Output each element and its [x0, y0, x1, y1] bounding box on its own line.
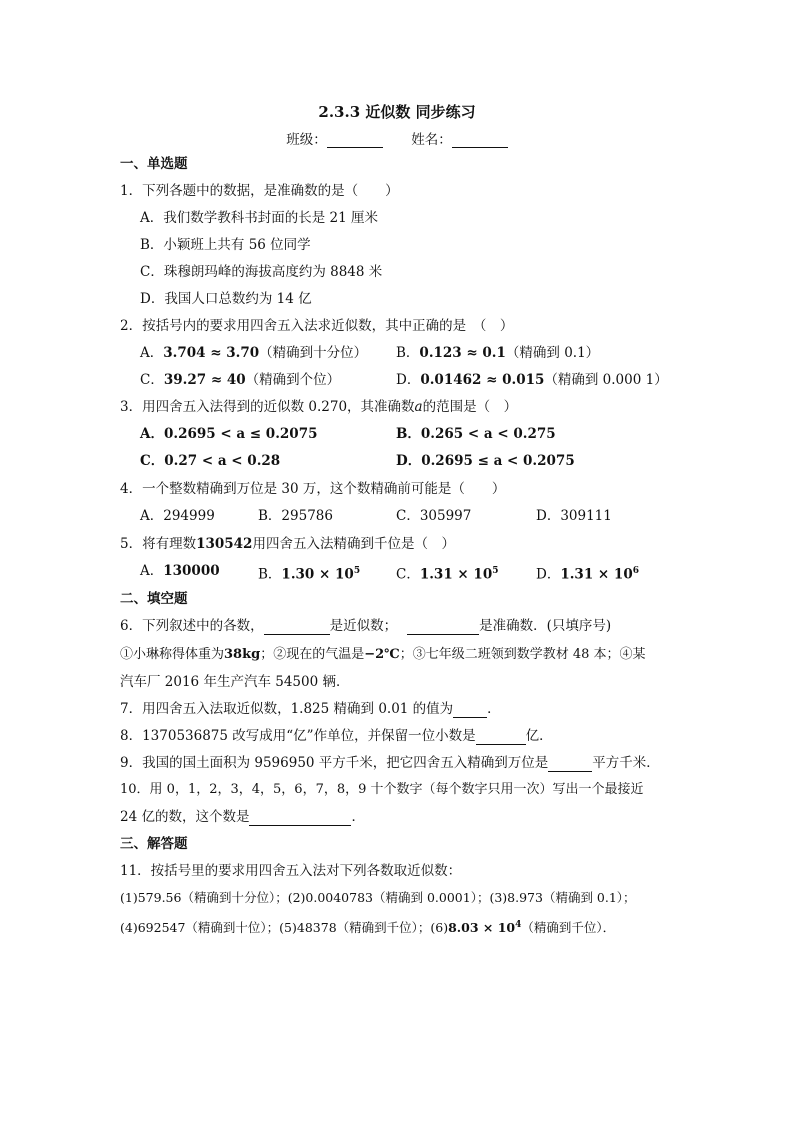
question-6-line-2 — [120, 646, 646, 664]
question-9-stem — [120, 754, 660, 772]
answer-blank[interactable] — [453, 703, 487, 718]
section-heading-solve: 三、解答题 — [120, 836, 188, 852]
option-note: （精确到十分位） — [259, 345, 368, 361]
name-blank[interactable] — [452, 133, 508, 148]
option-label: A． — [140, 563, 164, 579]
stem-text: 8．1370536875 改写成用“亿”作单位，并保留一位小数是 — [120, 728, 476, 744]
question-4-option-a[interactable]: A．294999 — [140, 508, 215, 524]
question-6-line-1 — [120, 617, 611, 635]
stem-text: （精确到千位）． — [521, 920, 616, 936]
question-1-option-a[interactable]: A．我们数学教科书封面的长是 21 厘米 — [140, 210, 379, 226]
question-10-line-1: 10．用 0，1，2，3，4，5，6，7，8，9 十个数字（每个数字只用一次）写出一个最接近 — [120, 782, 644, 797]
option-exponent: 5 — [353, 566, 361, 576]
question-2-option-a[interactable] — [140, 344, 367, 362]
option-label: D． — [396, 372, 421, 388]
sci-notation: 8.03 × 10 — [448, 920, 516, 936]
question-1-option-b[interactable]: B．小颖班上共有 56 位同学 — [140, 237, 311, 253]
answer-blank[interactable] — [407, 620, 479, 635]
question-5-option-c[interactable] — [396, 562, 499, 584]
section-heading-single-choice: 一、单选题 — [120, 156, 188, 172]
stem-text: 用四舍五入法精确到千位是（ ） — [252, 536, 455, 552]
option-math: 0.123 ≈ 0.1 — [419, 345, 506, 361]
stem-text: 的范围是（ ） — [422, 399, 518, 415]
option-math: 0.01462 ≈ 0.015 — [420, 372, 545, 388]
page-title: 2.3.3 近似数 同步练习 — [318, 103, 476, 121]
question-4-option-c[interactable]: C．305997 — [396, 508, 472, 524]
stem-text: 亿． — [525, 728, 553, 744]
question-1-stem: 1．下列各题中的数据，是准确数的是（ ） — [120, 183, 399, 199]
stem-text: 6．下列叙述中的各数， — [120, 618, 264, 634]
stem-text: ；②现在的气温是 — [260, 647, 365, 662]
question-5-option-a[interactable] — [140, 562, 220, 580]
option-math: 1.31 × 10 — [419, 566, 493, 583]
class-label: 班级： — [286, 132, 327, 148]
question-3-option-a[interactable]: A．0.2695 < a ≤ 0.2075 — [140, 426, 318, 442]
answer-blank[interactable] — [548, 757, 592, 772]
question-4-option-b[interactable]: B．295786 — [258, 508, 333, 524]
section-heading-fill-blank: 二、填空题 — [120, 591, 188, 607]
option-label: D． — [536, 566, 561, 583]
question-4-stem: 4．一个整数精确到万位是 30 万，这个数精确前可能是（ ） — [120, 481, 506, 497]
exponent: 4 — [515, 920, 522, 930]
option-label: B． — [396, 345, 420, 361]
question-8-stem — [120, 727, 553, 745]
stem-text: 是准确数．(只填序号) — [479, 618, 612, 634]
option-note: （精确到 0.1） — [505, 345, 600, 361]
question-11-line-3 — [120, 916, 615, 937]
stem-text: 是近似数； — [329, 618, 398, 634]
option-label: B． — [258, 566, 282, 583]
option-exponent: 5 — [492, 566, 499, 576]
stem-text: 7．用四舍五入法取近似数，1.825 精确到 0.01 的值为 — [120, 701, 454, 717]
option-math: 39.27 ≈ 40 — [163, 372, 246, 388]
question-11-stem: 11．按括号里的要求用四舍五入法对下列各数取近似数： — [120, 863, 462, 879]
class-blank[interactable] — [327, 133, 383, 148]
stem-text: (4)692547（精确到十位）；(5)48378（精确到千位）；(6) — [120, 920, 449, 936]
question-2-option-b[interactable] — [396, 344, 599, 362]
stem-text: 9．我国的国土面积为 9596950 平方千米，把它四舍五入精确到万位是 — [120, 755, 549, 771]
option-label: C． — [396, 566, 420, 583]
option-exponent: 6 — [632, 566, 639, 576]
question-3-option-b[interactable]: B．0.265 < a < 0.275 — [396, 426, 556, 442]
temperature-value: −2℃ — [364, 647, 400, 662]
option-math: 1.31 × 10 — [560, 566, 633, 583]
question-3-option-d[interactable]: D．0.2695 ≤ a < 0.2075 — [396, 453, 575, 469]
question-6-line-3: 汽车厂 2016 年生产汽车 54500 辆． — [120, 674, 350, 690]
question-1-option-c[interactable]: C．珠穆朗玛峰的海拔高度约为 8848 米 — [140, 264, 383, 280]
option-math: 3.704 ≈ 3.70 — [163, 345, 260, 361]
variable-a: a — [414, 399, 423, 415]
question-2-option-d[interactable] — [396, 371, 668, 389]
option-math: 130000 — [163, 563, 220, 579]
question-2-stem: 2．按括号内的要求用四舍五入法求近似数，其中正确的是 （ ） — [120, 318, 514, 334]
option-label: A． — [140, 345, 164, 361]
stem-text: ． — [487, 701, 501, 717]
option-note: （精确到个位） — [245, 372, 341, 388]
question-1-option-d[interactable]: D．我国人口总数约为 14 亿 — [140, 291, 312, 307]
question-5-option-b[interactable] — [258, 562, 360, 584]
question-3-option-c[interactable]: C．0.27 < a < 0.28 — [140, 453, 281, 469]
stem-text: ①小琳称得体重为 — [120, 647, 225, 662]
answer-blank[interactable] — [476, 730, 526, 745]
stem-text: 平方千米． — [592, 755, 660, 771]
weight-value: 38kg — [224, 647, 261, 662]
question-4-option-d[interactable]: D．309111 — [536, 508, 612, 524]
class-name-line — [0, 128, 794, 148]
question-3-stem — [120, 398, 517, 416]
question-11-line-2: (1)579.56（精确到十分位）；(2)0.0040783（精确到 0.0001）；(3)8.973（精确到 0.1）； — [120, 890, 636, 905]
name-label: 姓名： — [411, 132, 452, 148]
answer-blank[interactable] — [249, 811, 351, 826]
stem-text: 24 亿的数，这个数是 — [120, 809, 250, 825]
question-5-stem — [120, 535, 455, 553]
question-7-stem — [120, 700, 501, 718]
question-10-line-2 — [120, 808, 365, 826]
option-note: （精确到 0.000 1） — [544, 372, 668, 388]
stem-text: ；③七年级二班领到数学教材 48 本；④某 — [399, 647, 646, 662]
stem-text: 5．将有理数 — [120, 536, 197, 552]
question-5-option-d[interactable] — [536, 562, 639, 584]
option-math: 1.30 × 10 — [281, 566, 354, 583]
question-2-option-c[interactable] — [140, 371, 340, 389]
option-label: C． — [140, 372, 164, 388]
stem-text: 3．用四舍五入法得到的近似数 0.270，其准确数 — [120, 399, 415, 415]
answer-blank[interactable] — [264, 620, 330, 635]
stem-number: 130542 — [196, 536, 253, 552]
stem-text: ． — [351, 809, 365, 825]
